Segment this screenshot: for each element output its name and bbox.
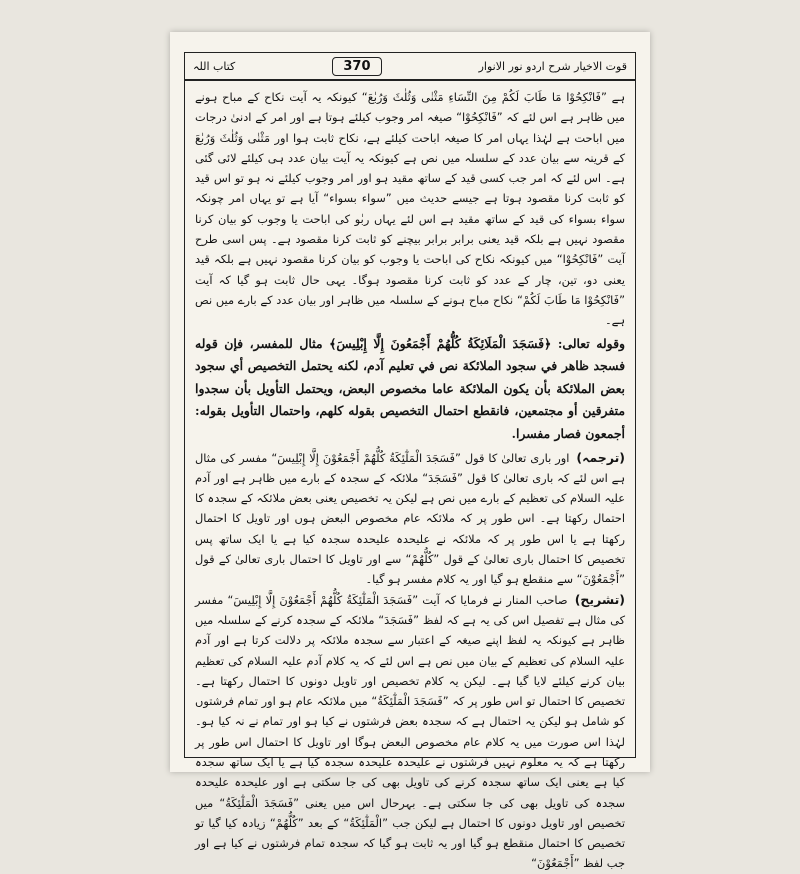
page-content — [195, 87, 626, 871]
book-page — [170, 32, 650, 871]
paragraph-intro: ہے ”فَانْکِحُوْا مَا طَابَ لَکُمْ مِنَ النِّسَاءِ مَثْنٰی وَثُلٰثَ وَرُبٰعَ“ کیونکہ یہ آیت نکاح کے مباح ہونے میں ظاہر ہے اس لئے کہ ”فَانْکِحُوْا“ صیغہ امر وجوب کیلئے ہوتا ہے اور امر کے ادنیٰ درجات میں اباحت ہے لہٰذا یہاں امر کا صیغہ اباحت کیلئے ہے، نکاح ثابت ہوا اور مَثْنٰی وَثُلٰثَ وَرُبٰعَ کے قرینہ سے بیان عدد کے سلسلہ میں نص ہے کیونکہ یہ آیت بیان عدد ہی کیلئے لائی گئی ہے۔ اس لئے کہ امر جب کسی قید کے ساتھ مقید ہو اور امر وجوب کیلئے نہ ہو تو اس قید کو ثابت کرنا مقصود ہوتا ہے جیسے حدیث میں ”سواء بسواء“ آیا ہے تو یہاں امر چونکہ سواء بسواء کی قید کے ساتھ مقید ہے اس لئے یہاں ربٰو کی اباحت یا وجوب کو بیان کرنا مقصود نہیں ہے بلکہ قید یعنی برابر برابر بیچنے کو ثابت کرنا مقصود ہے۔ پس اسی طرح آیت ”فَانْکِحُوْا“ میں کیونکہ نکاح کی اباحت یا وجوب کو بیان کرنا مقصود نہیں ہے بلکہ قید یعنی دو، تین، چار کے عدد کو ثابت کرنا مقصود ہوگا۔ یہی حال ثابت ہو گیا کہ آیت ”فَانْکِحُوْا مَا طَابَ لَکُمْ“ نکاح مباح ہونے کے سلسلہ میں ظاہر اور بیان عدد کے بارے میں نص ہے۔ — [195, 90, 625, 328]
commentary-paragraph — [195, 590, 625, 874]
translation-paragraph — [195, 448, 625, 590]
page-number: 370 — [332, 57, 381, 76]
page-frame — [184, 52, 636, 871]
translation-heading: (ترجمہ) — [576, 449, 625, 465]
page-header — [185, 53, 635, 81]
translation-text: اور باری تعالیٰ کا قول ”فَسَجَدَ الْمَلٰٓئِكَةُ كُلُّهُمْ أَجْمَعُوْنَ إِلَّا إِبْلِيسَ“ مفسر کی مثال ہے اس لئے کہ باری تعالیٰ کا قول ”فَسَجَدَ“ ملائکہ کے سجدہ کے بارے میں ظاہر ہے اور آدم علیہ السلام کی تعظیم کے بارے میں نص ہے لیکن یہ تخصیص یعنی بعض ملائکہ کے سجدہ کا احتمال رکھتا ہے۔ اس طور پر کہ ملائکہ عام مخصوص البعض ہوں اور تاویل کا احتمال رکھتا ہے یا اس طور پر کہ ملائکہ نے علیحدہ علیحدہ سجدہ کیا ہے یا ایک ساتھ پس تخصیص کا احتمال باری تعالیٰ کے قول ”كُلُّهُمْ“ سے اور تاویل کا احتمال باری تعالیٰ کے قول ”أَجْمَعُوْنَ“ سے منقطع ہو گیا اور یہ کلام مفسر ہو گیا۔ — [195, 450, 625, 587]
commentary-heading: (تشریح) — [574, 591, 626, 607]
commentary-text: صاحب المنار نے فرمایا کہ آیت ”فَسَجَدَ الْمَلٰٓئِكَةُ كُلُّهُمْ أَجْمَعُوْنَ إِلَّا إِبْلِيسَ“ مفسر کی مثال ہے تفصیل اس کی یہ ہے کہ لفظ ”فَسَجَدَ“ ملائکہ کے سجدہ کرنے کے سلسلہ میں ظاہر ہے کیونکہ یہ لفظ اپنے صیغہ کے اعتبار سے سجدہ ملائکہ پر دلالت کرتا ہے اور آدم علیہ السلام کی تعظیم کے بیان میں نص ہے اس لئے کہ یہ کلام آدم علیہ السلام کی تعظیم بیان کرنے کیلئے لایا گیا ہے۔ لیکن یہ کلام تخصیص اور تاویل دونوں کا احتمال رکھتا ہے۔ تخصیص کا احتمال تو اس طور پر کہ ”فَسَجَدَ الْمَلٰٓئِكَةُ“ میں ملائکہ عام ہو اور تمام فرشتوں کو شامل ہو لیکن یہ احتمال ہے کہ سجدہ بعض فرشتوں نے کیا ہو اور تمام نے نہ کیا ہو۔ لہٰذا اس صورت میں یہ کلام عام مخصوص البعض ہوگا اور تاویل کا احتمال اس طور پر رکھتا ہے کہ یہ معلوم نہیں فرشتوں نے علیحدہ علیحدہ سجدہ کیا ہے یا ایک ساتھ سجدہ کیا ہے یعنی ایک ساتھ سجدہ کرنے کی تاویل بھی کی جا سکتی ہے اور علیحدہ علیحدہ سجدہ کی تاویل بھی کی جا سکتی ہے۔ بہرحال اس میں یعنی ”فَسَجَدَ الْمَلٰٓئِكَةُ“ میں تخصیص اور تاویل دونوں کا احتمال ہے لیکن جب ”الْمَلٰٓئِكَةُ“ کے بعد ”كُلُّهُمْ“ زیادہ کیا گیا تو تخصیص کا احتمال منقطع ہو گیا اور یہ ثابت ہو گیا کہ سجدہ تمام فرشتوں نے کیا ہے اور جب لفظ ”أَجْمَعُوْنَ“ — [195, 592, 625, 871]
chapter-title: کتاب اللہ — [193, 59, 236, 73]
book-title: قوت الاخیار شرح اردو نور الانوار — [478, 59, 627, 73]
arabic-text-block: وقوله تعالى: ﴿فَسَجَدَ الْمَلَائِكَةُ كُلُّهُمْ أَجْمَعُونَ إِلَّا إِبْلِيسَ﴾ مثال للمفسر، فإن قوله فسجد ظاهر في سجود الملائكة نص في تعليم آدم، لكنه يحتمل التخصيص أي سجود بعض الملائكة بأن يكون الملائكة عاما مخصوص البعض، ويحتمل التأويل بأن سجدوا متفرقين أو مجتمعين، فانقطع احتمال التخصيص بقوله كلهم، واحتمال التأويل بقوله: أجمعون فصار مفسرا. — [195, 335, 625, 441]
